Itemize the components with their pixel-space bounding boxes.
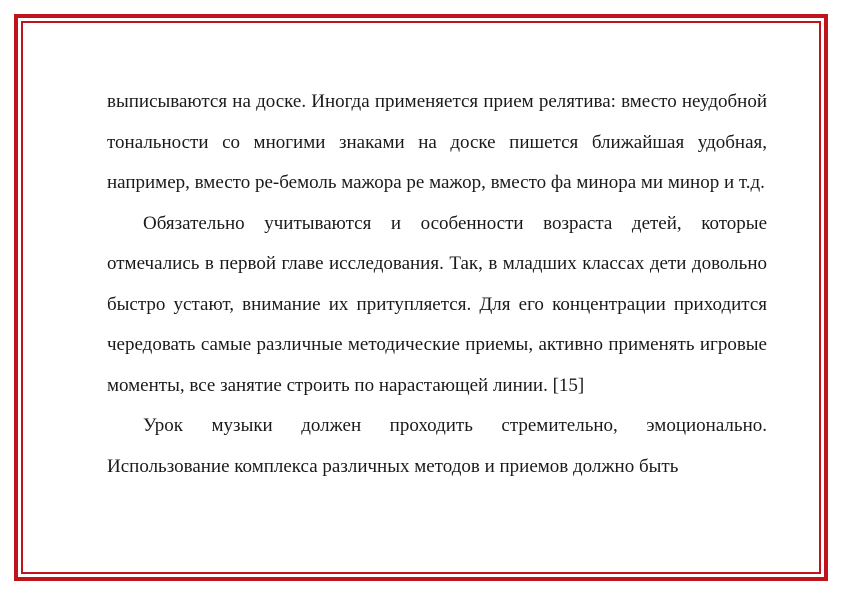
paragraph-music-lesson: Урок музыки должен проходить стремительно, эмоционально. Использование комплекса различных методов и приемов должно быть <box>107 415 767 477</box>
paragraph-continuation: выписываются на доске. Иногда применяется прием релятива: вместо неудобной тональности со многими знаками на доске пишется ближайшая удобная, например, вместо ре-бемоль мажора ре мажор, вместо фа минора ми минор и т.д. <box>107 91 767 193</box>
document-body <box>107 82 767 487</box>
paragraph-age-features: Обязательно учитываются и особенности возраста детей, которые отмечались в первой главе исследования. Так, в младших классах дети довольно быстро устают, внимание их притупляется. Для его концентрации приходится чередовать самые различные методические приемы, активно применять игровые моменты, все занятие строить по нарастающей линии. [15] <box>107 212 767 396</box>
